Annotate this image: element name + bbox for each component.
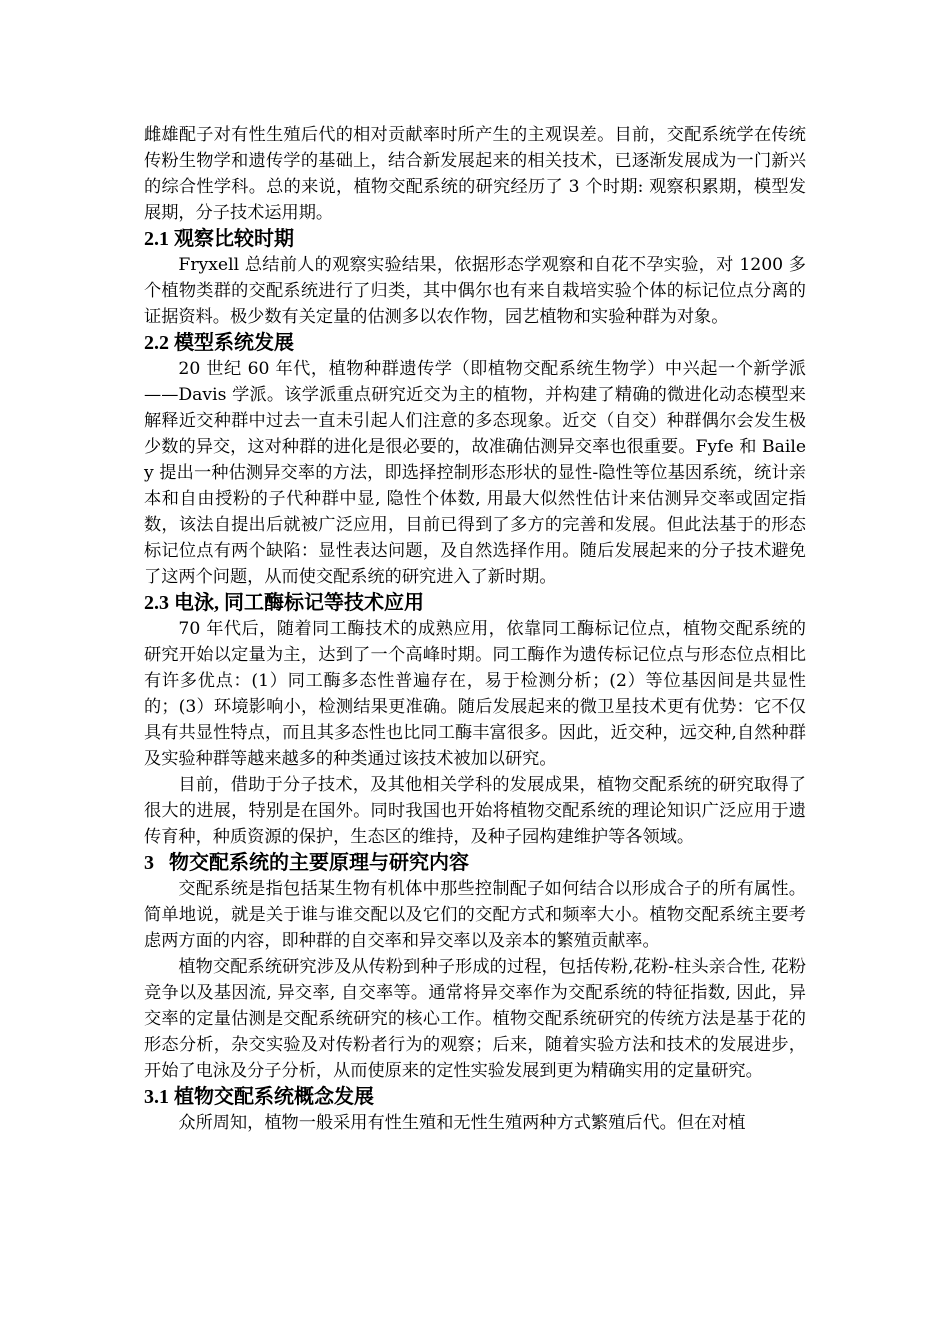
paragraph-2-2: 20 世纪 60 年代，植物种群遗传学（即植物交配系统生物学）中兴起一个新学派——Davis 学派。该学派重点研究近交为主的植物，并构建了精确的微进化动态模型来解释近交种群中过去一直未引起人们注意的多态现象。近交（自交）种群偶尔会发生极少数的异交，这对种群的进化是很必要的，故准确估测异交率也很重要。Fyfe 和 Bailey 提出一种估测异交率的方法，即选择控制形态形状的显性-隐性等位基因系统，统计亲本和自由授粉的子代种群中显, 隐性个体数, 用最大似然性估计来估测异交率或固定指数，该法自提出后就被广泛应用，目前已得到了多方的完善和发展。但此法基于的形态标记位点有两个缺陷：显性表达问题，及自然选择作用。随后发展起来的分子技术避免了这两个问题，从而使交配系统的研究进入了新时期。 <box>144 359 806 587</box>
heading-2-2: 2.2 模型系统发展 <box>144 332 294 354</box>
paragraph-2-3-a: 70 年代后，随着同工酶技术的成熟应用，依靠同工酶标记位点，植物交配系统的研究开始以定量为主，达到了一个高峰时期。同工酶作为遗传标记位点与形态位点相比有许多优点：(1）同工酶多态性普遍存在，易于检测分析；(2）等位基因间是共显性的；(3）环境影响小，检测结果更准确。随后发展起来的微卫星技术更有优势：它不仅具有共显性特点，而且其多态性也比同工酶丰富很多。因此，近交种，远交种,自然种群及实验种群等越来越多的种类通过该技术被加以研究。 <box>144 619 806 769</box>
heading-3-1: 3.1 植物交配系统概念发展 <box>144 1086 374 1108</box>
paragraph-3-b: 植物交配系统研究涉及从传粉到种子形成的过程，包括传粉,花粉-柱头亲合性, 花粉竞争以及基因流, 异交率, 自交率等。通常将异交率作为交配系统的特征指数, 因此，异交率的定量估测是交配系统研究的核心工作。植物交配系统研究的传统方法是基于花的形态分析，杂交实验及对传粉者行为的观察；后来，随着实验方法和技术的发展进步，开始了电泳及分子分析，从而使原来的定性实验发展到更为精确实用的定量研究。 <box>144 957 806 1081</box>
paragraph-3-1: 众所周知，植物一般采用有性生殖和无性生殖两种方式繁殖后代。但在对植 <box>178 1113 746 1133</box>
paragraph-2-3-b: 目前，借助于分子技术，及其他相关学科的发展成果，植物交配系统的研究取得了很大的进展，特别是在国外。同时我国也开始将植物交配系统的理论知识广泛应用于遗传育种，种质资源的保护，生态区的维持，及种子园构建维护等各领域。 <box>144 775 806 847</box>
heading-2-3: 2.3 电泳, 同工酶标记等技术应用 <box>144 592 424 614</box>
paragraph-2-1: Fryxell 总结前人的观察实验结果，依据形态学观察和自花不孕实验，对 1200 多个植物类群的交配系统进行了归类，其中偶尔也有来自栽培实验个体的标记位点分离的证据资料。极少数有关定量的估测多以农作物，园艺植物和实验种群为对象。 <box>144 255 806 327</box>
heading-2-1: 2.1 观察比较时期 <box>144 228 294 250</box>
paragraph-3-a: 交配系统是指包括某生物有机体中那些控制配子如何结合以形成合子的所有属性。简单地说，就是关于谁与谁交配以及它们的交配方式和频率大小。植物交配系统主要考虑两方面的内容，即种群的自交率和异交率以及亲本的繁殖贡献率。 <box>144 879 806 951</box>
heading-3: 3 物交配系统的主要原理与研究内容 <box>144 852 469 874</box>
paragraph-intro-continuation: 雌雄配子对有性生殖后代的相对贡献率时所产生的主观误差。目前，交配系统学在传统传粉生物学和遗传学的基础上，结合新发展起来的相关技术，已逐渐发展成为一门新兴的综合性学科。总的来说，植物交配系统的研究经历了 3 个时期: 观察积累期，模型发展期，分子技术运用期。 <box>144 125 806 223</box>
document-page <box>144 122 806 1136</box>
